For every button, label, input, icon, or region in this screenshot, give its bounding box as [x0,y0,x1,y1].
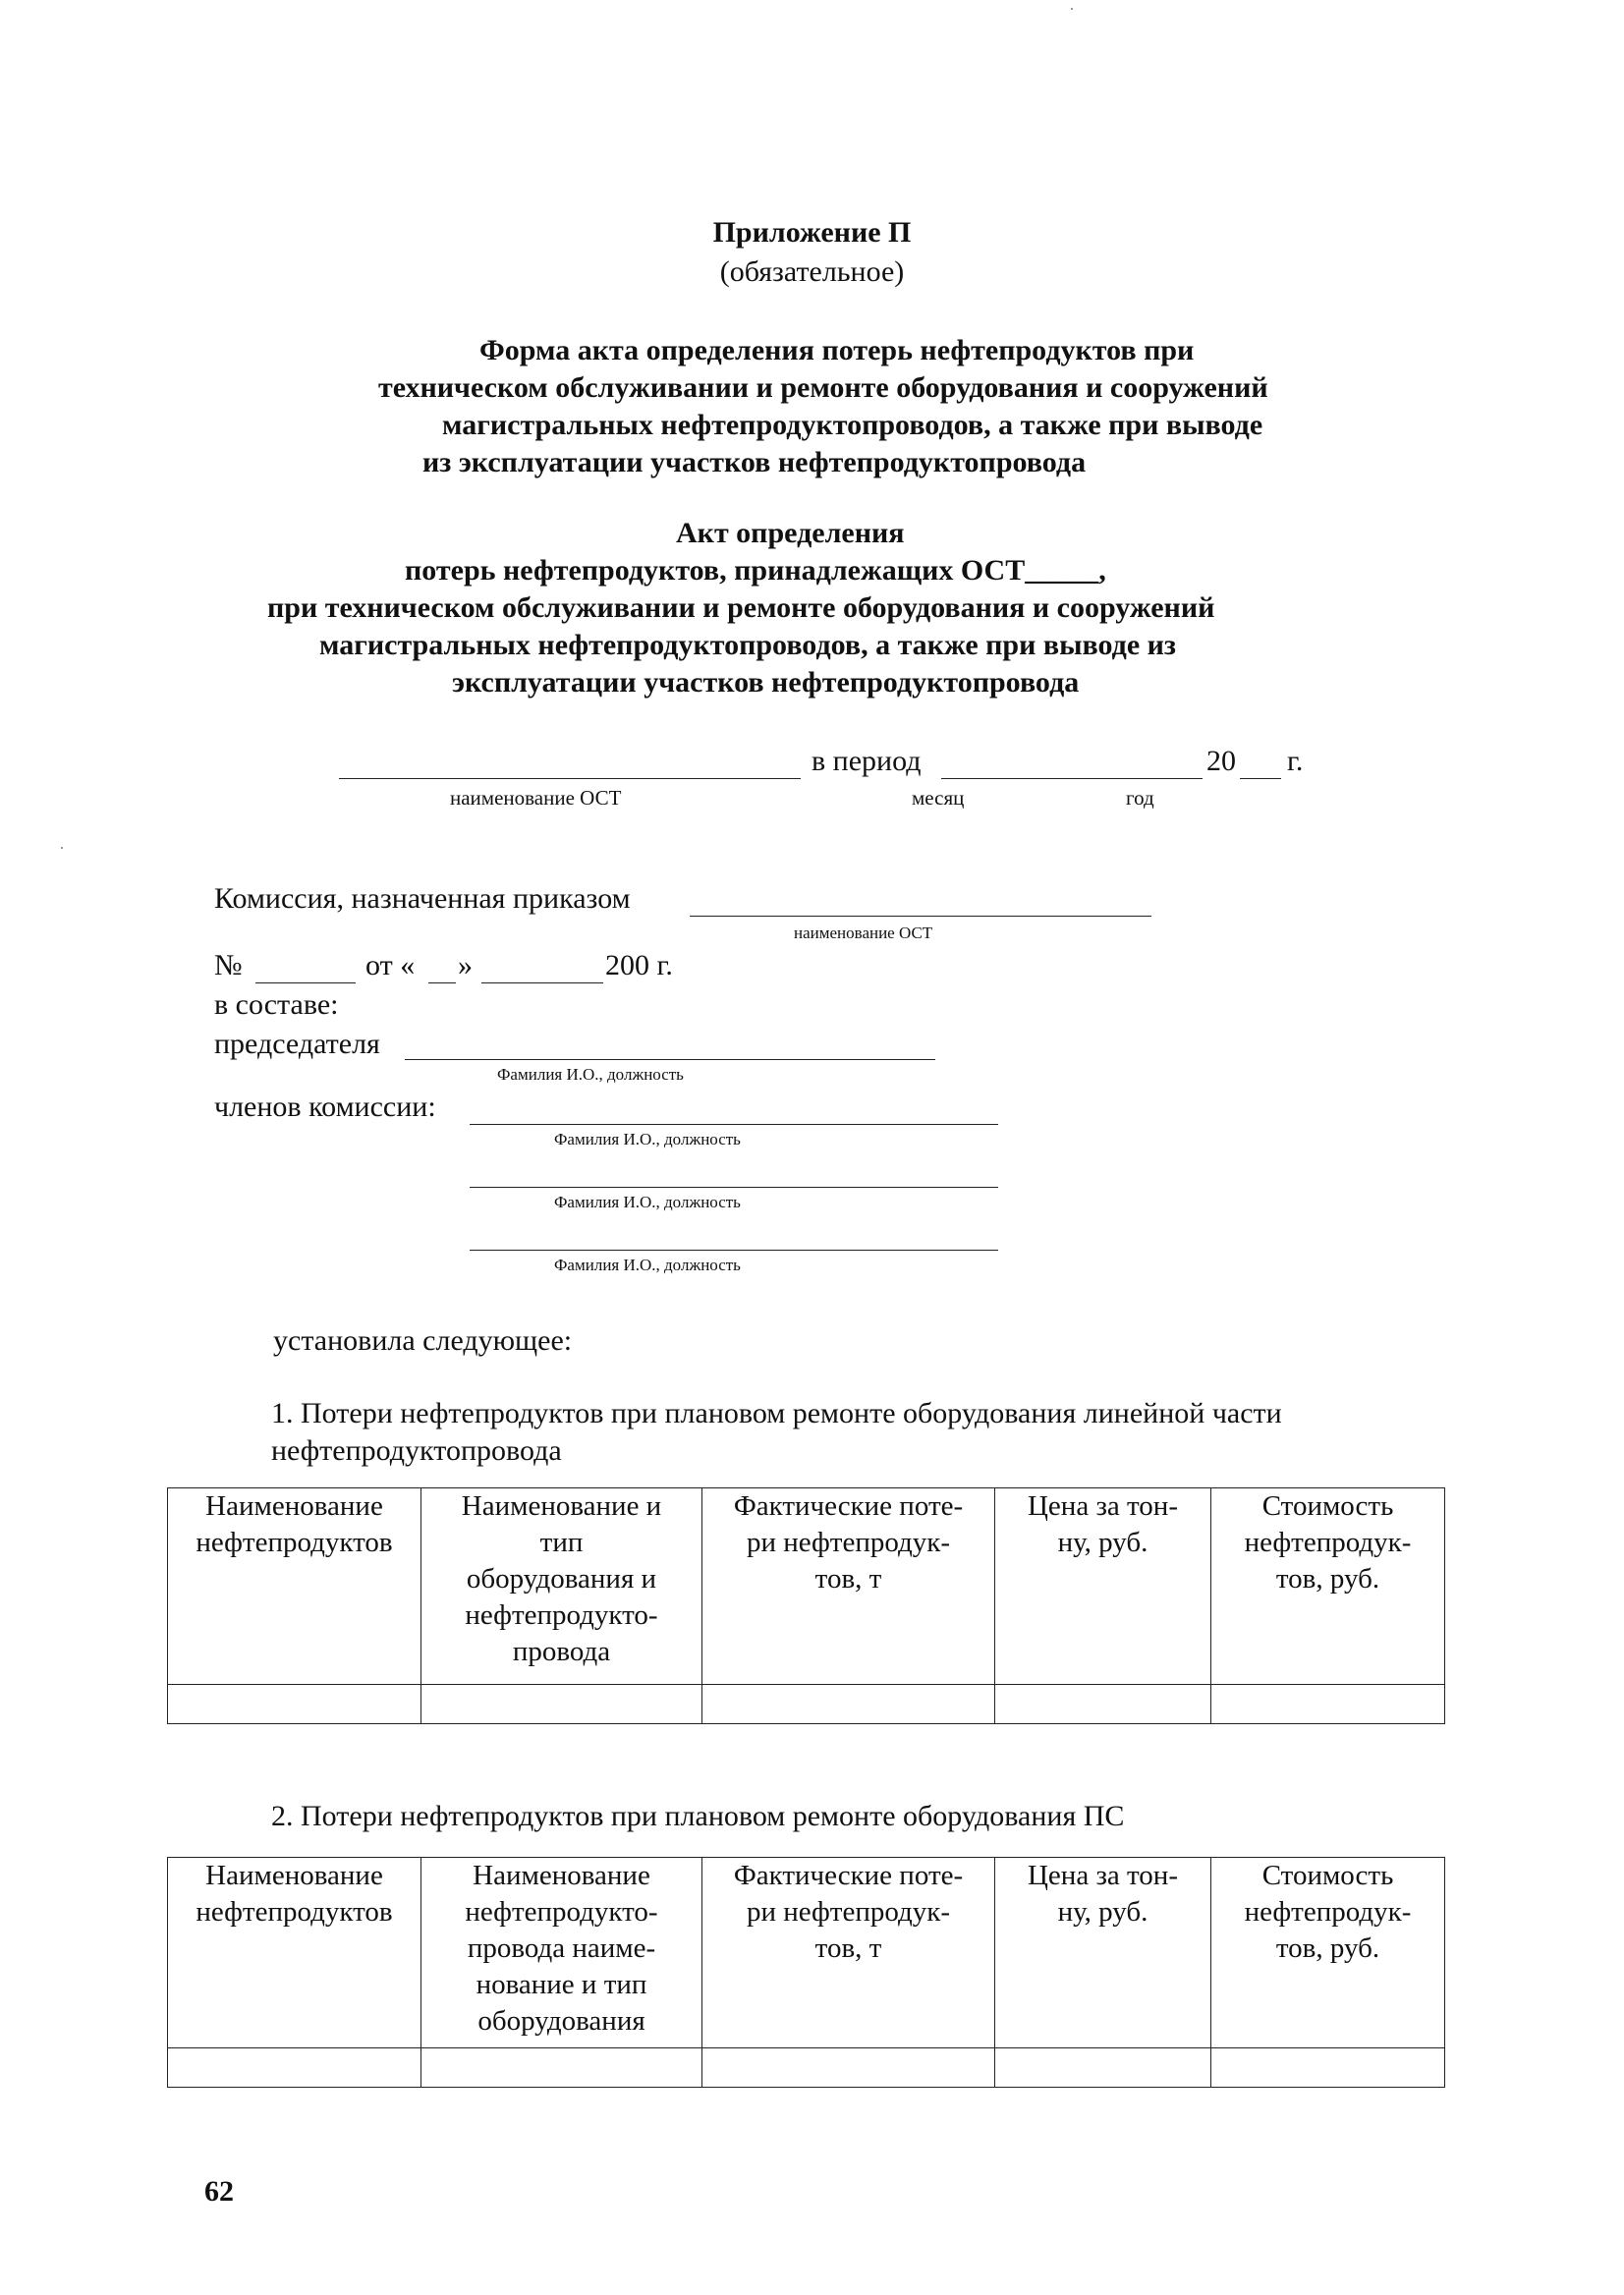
table-cell[interactable] [995,1685,1211,1724]
year-blank [1240,778,1281,779]
caption-member-3: Фамилия И.О., должность [554,1256,741,1274]
section-1-table [167,1487,1445,1724]
order-number-blank [255,982,356,983]
table-row [168,1685,1445,1724]
chairman-label: председателя [214,1028,380,1060]
act-title-line-3: при техническом обслуживании и ремонте оборудования и сооружений [267,591,1215,624]
table-header-row [168,1858,1445,2048]
column-header: Фактические поте- ри нефтепродук- тов, т [702,1858,995,2048]
table-cell[interactable] [1211,1685,1445,1724]
month-blank [941,778,1203,779]
in-period-label: в период [812,745,922,777]
commission-appointed-label: Комиссия, назначенная приказом [214,882,631,915]
table-cell[interactable] [702,1685,995,1724]
table-cell[interactable] [421,2048,702,2088]
table-cell[interactable] [702,2048,995,2088]
year-prefix: 20 [1206,745,1236,777]
table-cell[interactable] [168,1685,421,1724]
column-header: Цена за тон- ну, руб. [995,1858,1211,2048]
appendix-title: Приложение П [712,216,912,249]
date-quote-close: » [458,949,473,981]
table-cell[interactable] [421,1685,702,1724]
table-cell[interactable] [168,2048,421,2088]
column-header: Наименование нефтепродуктов [168,1488,421,1685]
section-1-heading-line-1: 1. Потери нефтепродуктов при плановом ремонте оборудования линейной части [271,1397,1282,1429]
act-title-line-2: потерь нефтепродуктов, принадлежащих ОСТ_____, [405,554,1106,587]
column-header: Стоимость нефтепродук- тов, руб. [1211,1858,1445,2048]
caption-order-ost: наименование ОСТ [794,924,933,942]
form-title-line-2: техническом обслуживании и ремонте оборудования и сооружений [378,371,1268,404]
column-header: Цена за тон- ну, руб. [995,1488,1211,1685]
year-suffix: г. [1287,745,1304,777]
form-title-line-4: из эксплуатации участков нефтепродуктопровода [422,446,1087,478]
order-ost-blank [690,916,1151,917]
composition-label: в составе: [214,988,339,1021]
number-sign: № [214,949,243,981]
member-2-blank [470,1187,998,1188]
caption-month: месяц [912,786,965,810]
ost-name-blank [339,778,801,779]
act-title-line-1: Акт определения [676,517,905,549]
column-header: Наименование нефтепродуктов [168,1858,421,2048]
caption-ost-name: наименование ОСТ [450,786,622,810]
chairman-blank [405,1059,935,1060]
table-header-row [168,1488,1445,1685]
column-header: Стоимость нефтепродук- тов, руб. [1211,1488,1445,1685]
member-3-blank [470,1250,998,1251]
member-1-blank [470,1124,998,1125]
page-number: 62 [204,2175,234,2208]
month-date-blank [481,982,603,983]
members-label: членов комиссии: [214,1091,436,1123]
established-label: установила следующее: [273,1324,573,1357]
caption-chairman: Фамилия И.О., должность [497,1065,684,1084]
column-header: Наименование нефтепродукто- провода наиме- нование и тип оборудования [421,1858,702,2048]
column-header: Наименование и тип оборудования и нефтепродукто- провода [421,1488,702,1685]
caption-member-2: Фамилия И.О., должность [554,1193,741,1211]
caption-year: год [1126,786,1154,810]
form-title-line-1: Форма акта определения потерь нефтепродуктов при [479,334,1195,366]
order-year: 200 г. [605,949,673,981]
scan-speck [1071,8,1073,10]
day-blank [428,982,456,983]
table-row [168,2048,1445,2088]
section-2-table [167,1857,1445,2088]
table-cell[interactable] [1211,2048,1445,2088]
caption-member-1: Фамилия И.О., должность [554,1130,741,1148]
table-cell[interactable] [995,2048,1211,2088]
section-2-heading: 2. Потери нефтепродуктов при плановом ремонте оборудования ПС [271,1800,1125,1832]
date-from-label: от « [365,949,416,981]
section-1-heading-line-2: нефтепродуктопровода [271,1434,562,1467]
act-title-line-5: эксплуатации участков нефтепродуктопровода [452,666,1080,699]
column-header: Фактические поте- ри нефтепродук- тов, т [702,1488,995,1685]
appendix-subtitle: (обязательное) [719,255,905,288]
act-title-line-4: магистральных нефтепродуктопроводов, а также при выводе из [319,629,1176,661]
form-title-line-3: магистральных нефтепродуктопроводов, а также при выводе [442,409,1263,441]
scan-speck [61,847,63,849]
